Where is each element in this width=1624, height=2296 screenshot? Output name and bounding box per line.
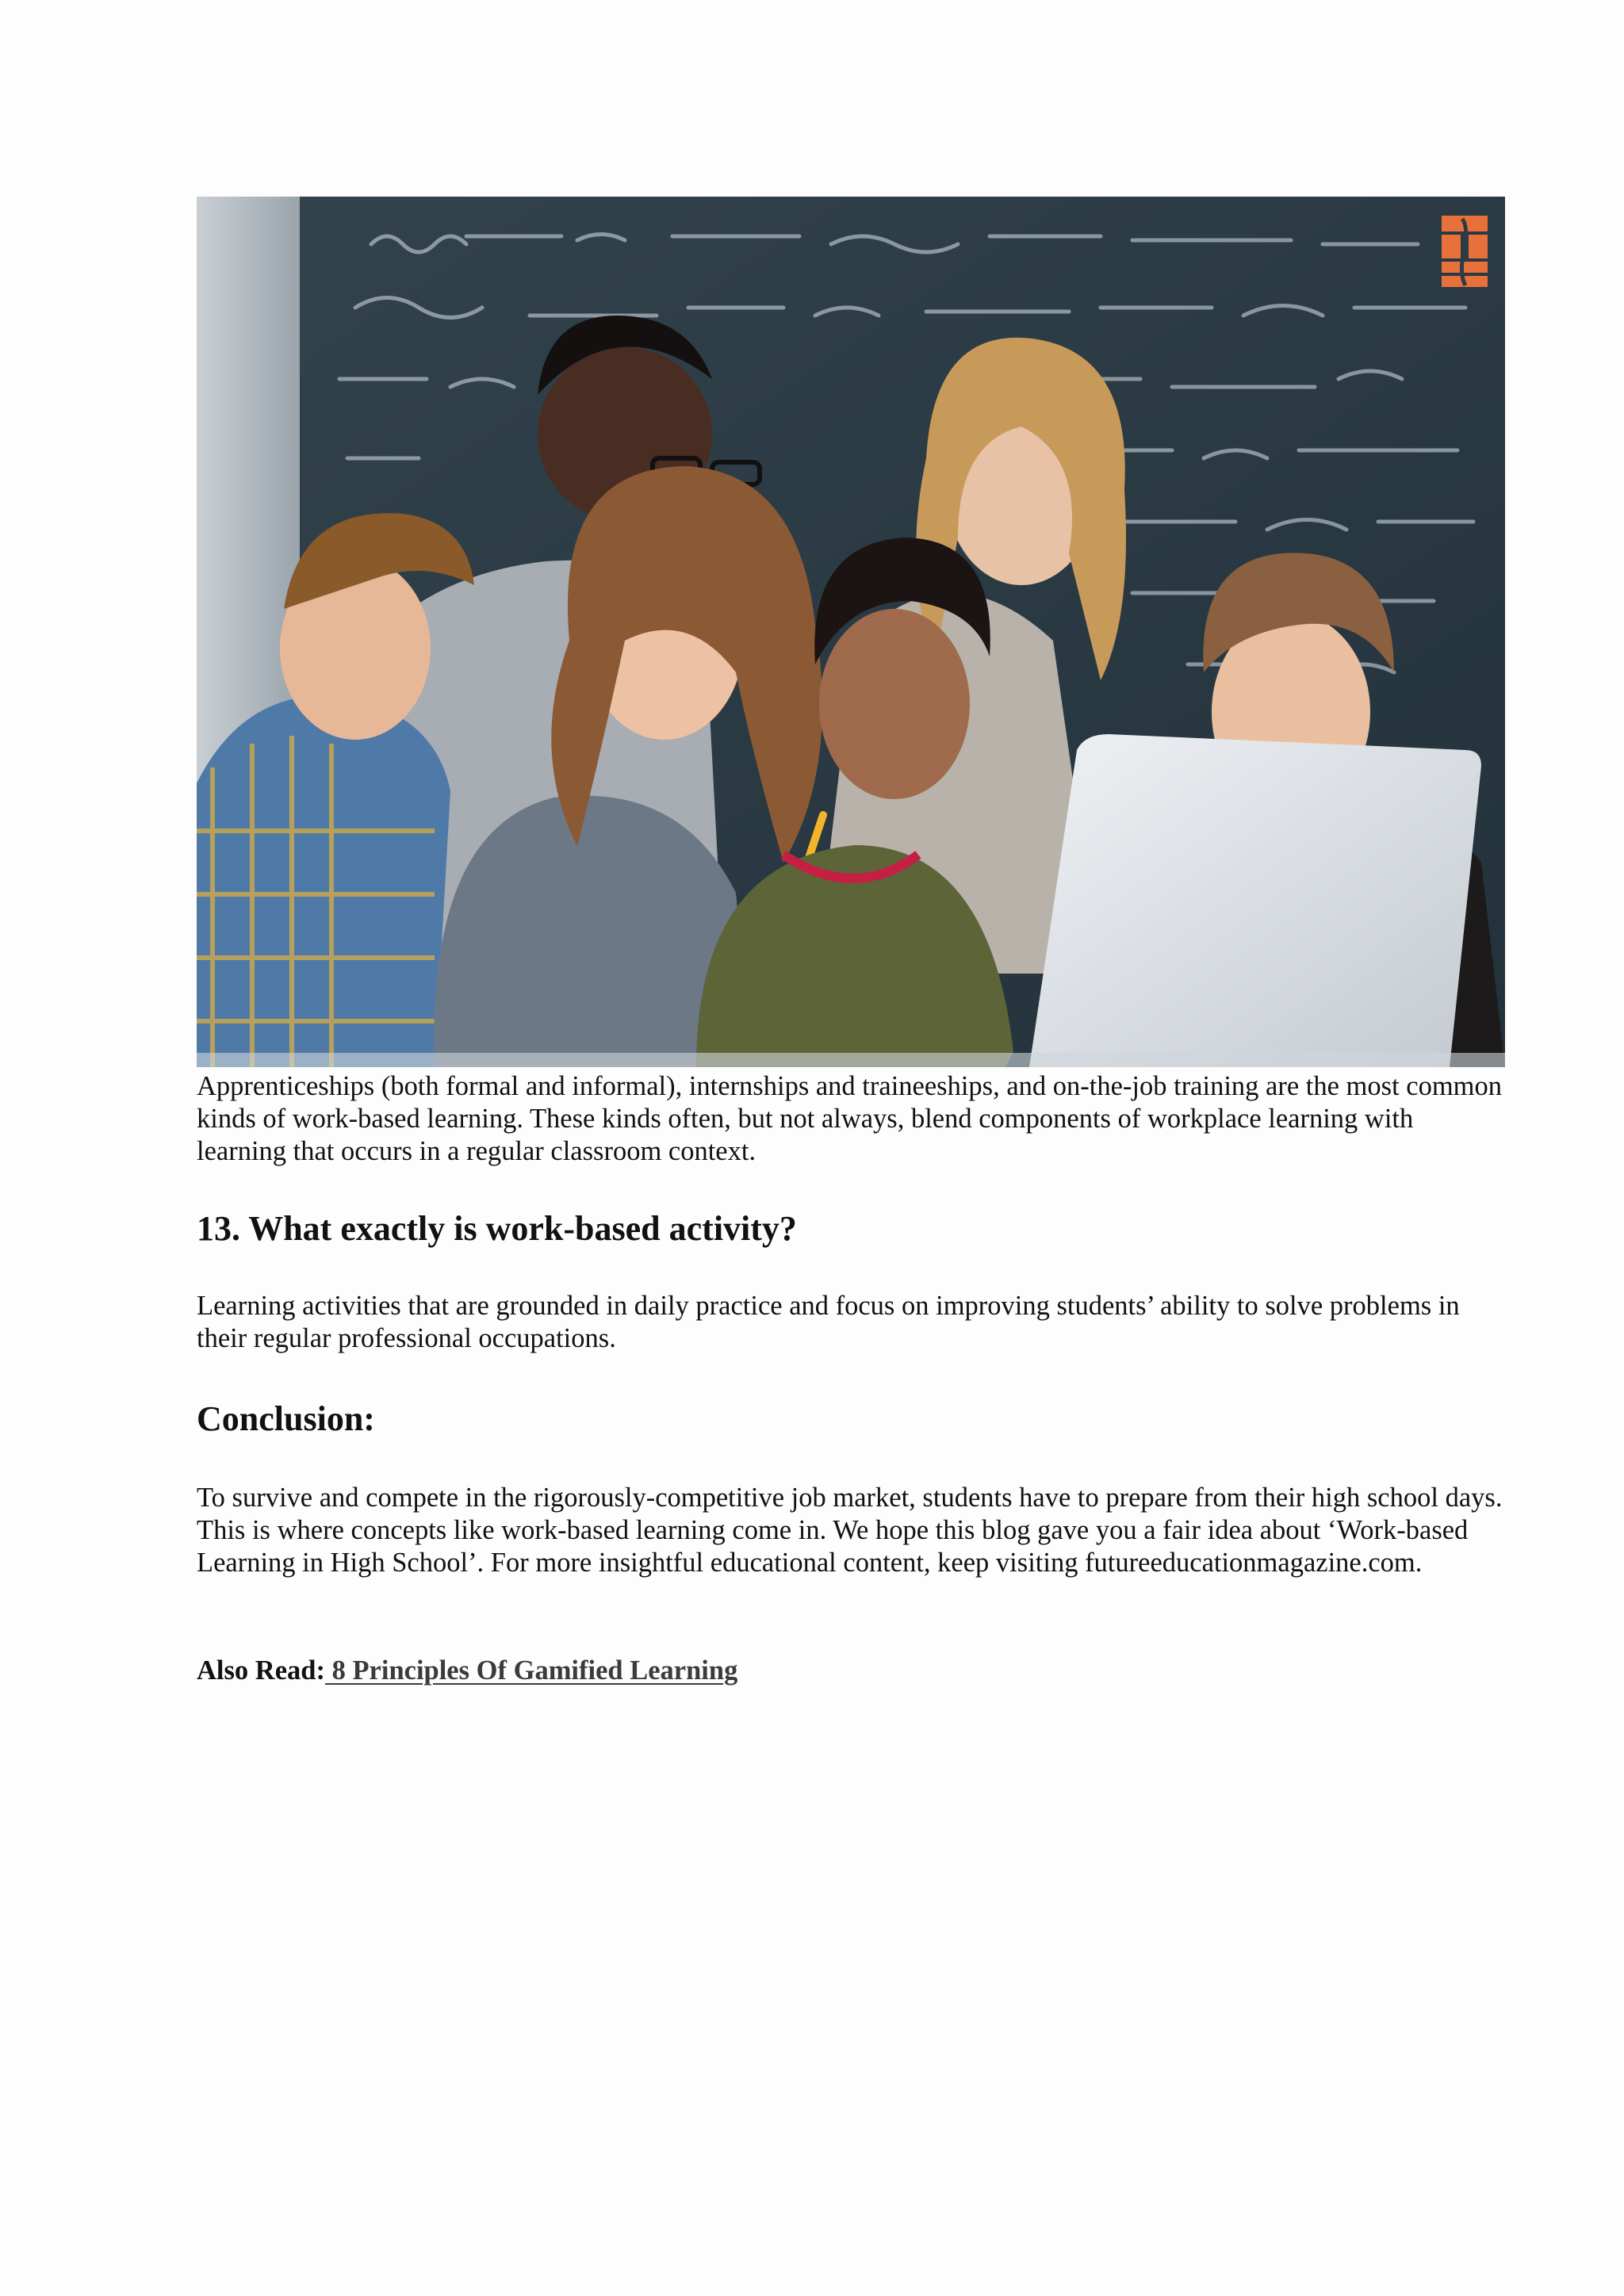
paragraph-work-based-activity: Learning activities that are grounded in daily practice and focus on improving students’ ability to solve problems in their regular professional occupations. [197,1291,1460,1353]
heading-conclusion: Conclusion: [197,1399,375,1438]
heading-work-based-activity: 13. What exactly is work-based activity? [197,1209,797,1248]
also-read-label: Also Read: [197,1655,325,1686]
article-photo [197,197,1505,1067]
magazine-logo-icon [1442,216,1488,287]
paragraph-work-based-learning-kinds: Apprenticeships (both formal and informal), internships and traineeships, and on-the-job training are the most common kinds of work-based learning. These kinds often, but not always, blend components of workplace learning with learning that occurs in a regular classroom context. [197,1071,1503,1166]
paragraph-conclusion: To survive and compete in the rigorously-competitive job market, students have to prepare from their high school days. This is where concepts like work-based learning come in. We hope this blog gave you a fair idea about ‘Work-based Learning in High School’. For more insightful educational content, keep visiting futureeducationmagazine.com. [197,1483,1503,1578]
also-read-link[interactable]: 8 Principles Of Gamified Learning [324,1655,738,1686]
students-classroom-illustration [197,197,1505,1067]
also-read-line [197,1652,737,1689]
